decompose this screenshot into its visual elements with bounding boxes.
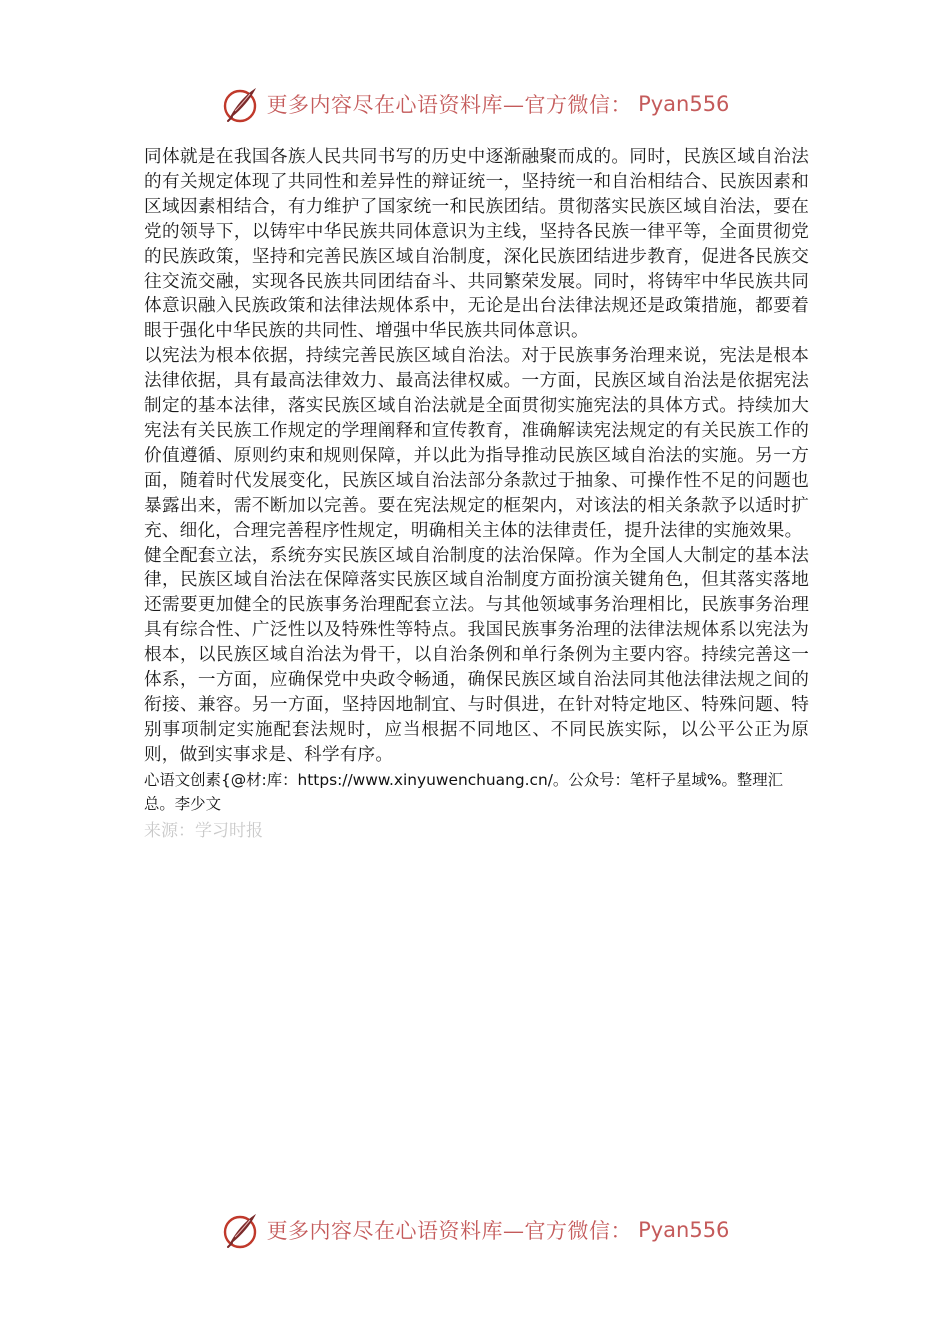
banner-text: 更多内容尽在心语资料库—官方微信： [266, 93, 633, 117]
banner-text: 更多内容尽在心语资料库—官方微信： [266, 1219, 633, 1243]
article-paragraph-2: 以宪法为根本依据，持续完善民族区域自治法。对于民族事务治理来说，宪法是根本法律依据，具有最高法律效力、最高法律权威。一方面，民族区域自治法是依据宪法制定的基本法律，落实民族区域自治法就是全面贯彻实施宪法的具体方式。持续加大宪法有关民族工作规定的学理阐释和宣传教育，准确解读宪法规定的有关民族工作的价值遵循、原则约束和规则保障，并以此为指导推动民族区域自治法的实施。另一方面，随着时代发展变化，民族区域自治法部分条款过于抽象、可操作性不足的问题也暴露出来，需不断加以完善。要在宪法规定的框架内，对该法的相关条款予以适时扩充、细化，合理完善程序性规定，明确相关主体的法律责任，提升法律的实施效果。 [144, 346, 809, 541]
article-body [144, 145, 809, 845]
quill-pen-logo-icon [221, 84, 261, 124]
banner-wechat-id: Pyan556 [638, 92, 730, 116]
header-banner [0, 82, 950, 126]
quill-pen-logo-icon [221, 1210, 261, 1250]
article-paragraph-3: 健全配套立法，系统夯实民族区域自治制度的法治保障。作为全国人大制定的基本法律，民族区域自治法在保障落实民族区域自治制度方面扮演关键角色，但其落实落地还需要更加健全的民族事务治理配套立法。与其他领域事务治理相比，民族事务治理具有综合性、广泛性以及特殊性等特点。我国民族事务治理的法律法规体系以宪法为根本，以民族区域自治法为骨干，以自治条例和单行条例为主要内容。持续完善这一体系，一方面，应确保党中央政令畅通，确保民族区域自治法同其他法律法规之间的衔接、兼容。另一方面，坚持因地制宜、与时俱进，在针对特定地区、特殊问题、特别事项制定实施配套法规时，应当根据不同地区、不同民族实际，以公平公正为原则，做到实事求是、科学有序。 [144, 545, 809, 765]
article-paragraph-1: 同体就是在我国各族人民共同书写的历史中逐渐融聚而成的。同时，民族区域自治法的有关规定体现了共同性和差异性的辩证统一，坚持统一和自治相结合、民族因素和区域因素相结合，有力维护了国家统一和民族团结。贯彻落实民族区域自治法，要在党的领导下，以铸牢中华民族共同体意识为主线，坚持各民族一律平等，全面贯彻党的民族政策，坚持和完善民族区域自治制度，深化民族团结进步教育，促进各民族交往交流交融，实现各民族共同团结奋斗、共同繁荣发展。同时，将铸牢中华民族共同体意识融入民族政策和法律法规体系中，无论是出台法律法规还是政策措施，都要着眼于强化中华民族的共同性、增强中华民族共同体意识。 [144, 147, 809, 342]
banner-wechat-id: Pyan556 [638, 1218, 730, 1242]
compiler-credit: 心语文创素{@材:库：https://www.xinyuwenchuang.cn/。公众号：笔杆子星域%。整理汇总。李少文 [144, 770, 784, 814]
source-line: 来源：学习时报 [144, 820, 263, 841]
footer-banner [0, 1208, 950, 1252]
